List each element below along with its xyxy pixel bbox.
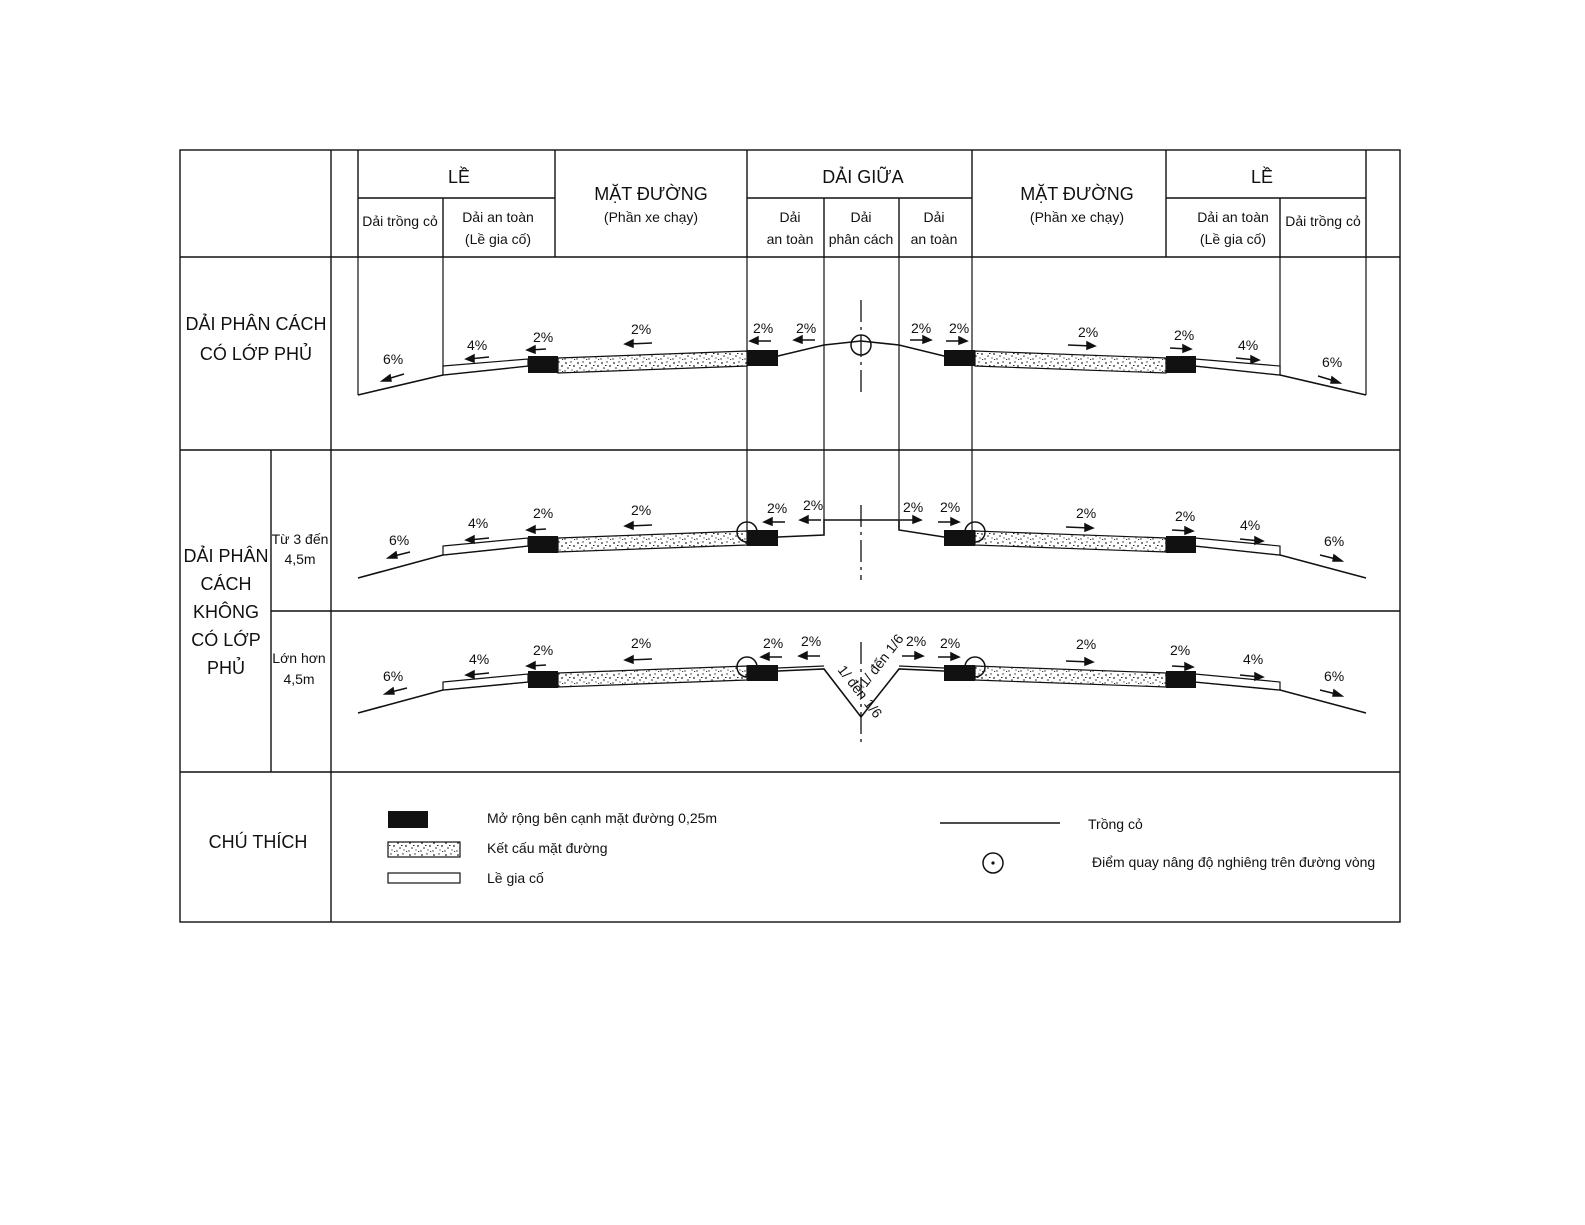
slope-label: 2%: [631, 635, 652, 651]
slope-label: 2%: [1170, 642, 1191, 658]
slope-label: 2%: [767, 500, 788, 516]
slope-label: 4%: [1238, 337, 1259, 353]
slope-label: 4%: [468, 515, 489, 531]
header-mat-duong-right: MẶT ĐƯỜNG: [1020, 184, 1134, 204]
slope-label: 4%: [1240, 517, 1261, 533]
row1-label-line1: DẢI PHÂN CÁCH: [185, 314, 327, 334]
header-le-right: LỀ: [1250, 167, 1274, 187]
slope-label: 6%: [383, 351, 404, 367]
legend-mo-rong-label: Mở rộng bên cạnh mặt đường 0,25m: [487, 810, 718, 826]
slope-label: 4%: [467, 337, 488, 353]
slope-label: 2%: [533, 505, 554, 521]
header-dai-an-toan-right-2: (Lề gia cố): [1199, 231, 1267, 247]
header-phan-xe-chay-left: (Phần xe chạy): [603, 209, 699, 225]
row-labels: [183, 313, 328, 852]
legend-diem-quay-label: Điểm quay nâng độ nghiêng trên đường vòng: [1092, 854, 1376, 870]
slope-arrows: [382, 336, 1345, 696]
slope-label: 6%: [1324, 533, 1345, 549]
section-row1: [358, 257, 1366, 450]
slope-label: 2%: [1076, 505, 1097, 521]
section-row3: [358, 631, 1366, 745]
header-dai-an-toan-left-2: (Lề gia cố): [464, 231, 532, 247]
slope-label: 2%: [763, 635, 784, 651]
slope-label: 2%: [631, 321, 652, 337]
header-dai-trong-co-left: Dải trồng cỏ: [362, 213, 438, 229]
slope-label: 2%: [906, 633, 927, 649]
slope-label: 2%: [903, 499, 924, 515]
legend: [388, 810, 1375, 886]
slope-label: 2%: [533, 329, 554, 345]
legend-swatch-pavement: [388, 842, 460, 857]
header-dai-at-mid-right-2: an toàn: [910, 231, 958, 247]
slope-label: 6%: [1322, 354, 1343, 370]
legend-swatch-widening: [388, 811, 428, 828]
ditch-slope-left: 1/ đến 1/6: [834, 661, 886, 721]
legend-le-gia-co-label: Lề gia cố: [487, 870, 544, 886]
row2-label-line1: DẢI PHÂN: [183, 546, 269, 566]
slope-label: 4%: [469, 651, 490, 667]
slope-label: 2%: [1174, 327, 1195, 343]
row2-label-line2: CÁCH: [200, 574, 252, 594]
header-dai-at-mid-right-1: Dải: [923, 209, 945, 225]
sub-row1-line1: Từ 3 đến: [271, 531, 329, 547]
legend-ket-cau-label: Kết cấu mặt đường: [487, 840, 608, 856]
header-dai-at-mid-left-2: an toàn: [766, 231, 814, 247]
slope-labels: [383, 320, 1344, 684]
header-mat-duong-left: MẶT ĐƯỜNG: [594, 184, 708, 204]
rotation-point-icon: [983, 853, 1003, 873]
slope-label: 2%: [631, 502, 652, 518]
slope-label: 6%: [1324, 668, 1345, 684]
slope-label: 4%: [1243, 651, 1264, 667]
row2-label-line5: PHỦ: [206, 658, 246, 678]
slope-label: 2%: [1076, 636, 1097, 652]
legend-title: CHÚ THÍCH: [208, 832, 308, 852]
header-le-left: LỀ: [447, 167, 471, 187]
slope-label: 2%: [753, 320, 774, 336]
sub-row2-line2: 4,5m: [283, 671, 315, 687]
table-header: [362, 166, 1361, 247]
slope-label: 2%: [1175, 508, 1196, 524]
row2-label-line4: CÓ LỚP: [191, 630, 261, 650]
header-dai-phan-cach-2: phân cách: [828, 231, 894, 247]
slope-label: 6%: [383, 668, 404, 684]
slope-label: 2%: [533, 642, 554, 658]
slope-label: 2%: [1078, 324, 1099, 340]
header-dai-trong-co-right: Dải trồng cỏ: [1285, 213, 1361, 229]
slope-label: 6%: [389, 532, 410, 548]
row2-label-line3: KHÔNG: [192, 602, 260, 622]
slope-label: 2%: [803, 497, 824, 513]
sub-row1-line2: 4,5m: [284, 551, 316, 567]
ditch-slope-right: 1/ đến 1/6: [855, 630, 907, 690]
legend-swatch-shoulder: [388, 873, 460, 883]
header-dai-an-toan-left-1: Dải an toàn: [462, 209, 534, 225]
slope-label: 2%: [940, 499, 961, 515]
slope-label: 2%: [949, 320, 970, 336]
header-dai-phan-cach-1: Dải: [850, 209, 872, 225]
header-dai-at-mid-left-1: Dải: [779, 209, 801, 225]
header-phan-xe-chay-right: (Phần xe chạy): [1029, 209, 1125, 225]
row1-label-line2: CÓ LỚP PHỦ: [199, 344, 313, 364]
slope-label: 2%: [940, 635, 961, 651]
slope-label: 2%: [911, 320, 932, 336]
slope-label: 2%: [796, 320, 817, 336]
sub-row2-line1: Lớn hơn: [272, 650, 326, 666]
slope-label: 2%: [801, 633, 822, 649]
header-dai-giua: DẢI GIỮA: [822, 167, 904, 187]
header-dai-an-toan-right-1: Dải an toàn: [1197, 209, 1269, 225]
legend-trong-co-label: Trồng cỏ: [1088, 816, 1143, 832]
section-row2: [358, 450, 1366, 580]
